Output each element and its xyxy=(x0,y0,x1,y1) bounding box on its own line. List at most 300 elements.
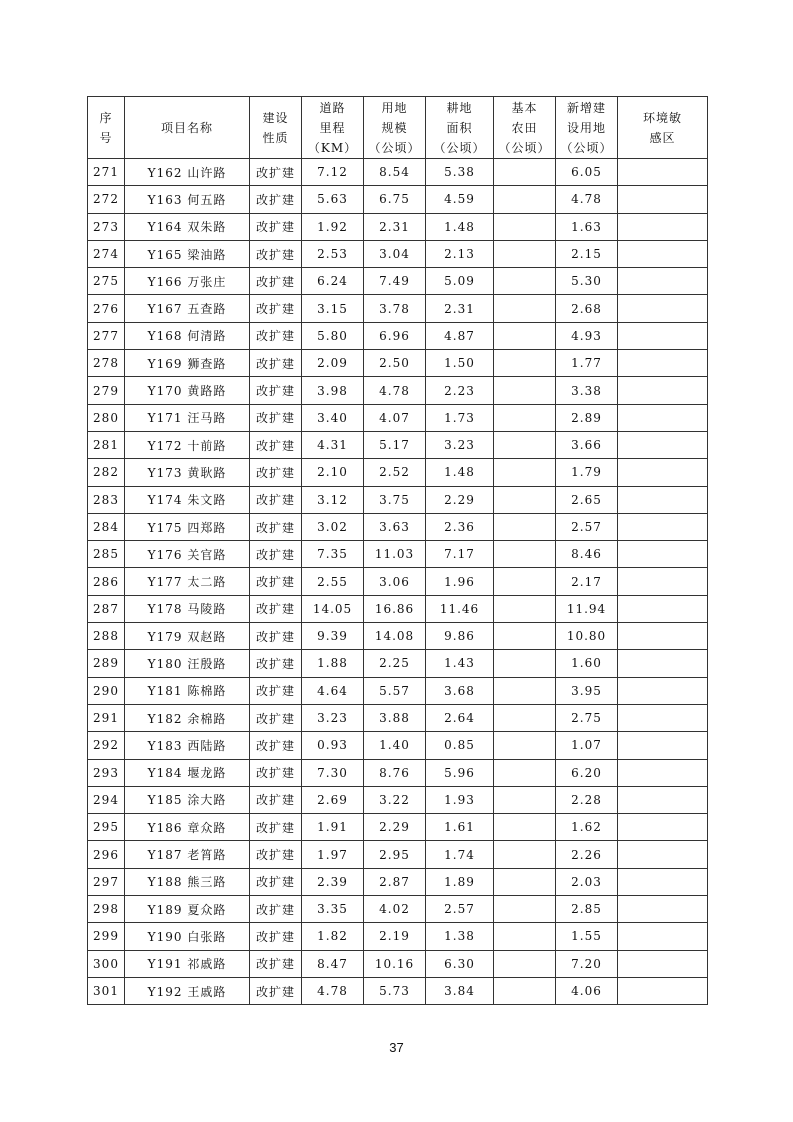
table-row xyxy=(88,295,708,322)
cell-new-construction-land: 1.55 xyxy=(556,923,618,950)
cell-construction-type: 改扩建 xyxy=(250,322,302,349)
cell-road-length: 3.02 xyxy=(302,513,364,540)
cell-land-scale: 4.78 xyxy=(364,377,426,404)
cell-cultivated-area: 6.30 xyxy=(426,950,494,977)
cell-sensitive-area xyxy=(618,923,708,950)
cell-cultivated-area: 2.36 xyxy=(426,513,494,540)
cell-project-name: Y180 汪殷路 xyxy=(125,650,250,677)
cell-sensitive-area xyxy=(618,704,708,731)
cell-cultivated-area: 3.23 xyxy=(426,431,494,458)
cell-sensitive-area xyxy=(618,732,708,759)
cell-construction-type: 改扩建 xyxy=(250,677,302,704)
cell-project-name: Y183 西陆路 xyxy=(125,732,250,759)
cell-new-construction-land: 3.95 xyxy=(556,677,618,704)
cell-cultivated-area: 7.17 xyxy=(426,541,494,568)
cell-land-scale: 3.06 xyxy=(364,568,426,595)
table-row xyxy=(88,186,708,213)
cell-land-scale: 3.22 xyxy=(364,786,426,813)
cell-road-length: 6.24 xyxy=(302,268,364,295)
cell-basic-farmland xyxy=(494,759,556,786)
cell-sensitive-area xyxy=(618,159,708,186)
header-line: 环境敏 xyxy=(642,110,682,125)
table-row xyxy=(88,677,708,704)
cell-new-construction-land: 2.28 xyxy=(556,786,618,813)
cell-new-construction-land: 2.17 xyxy=(556,568,618,595)
cell-cultivated-area: 5.38 xyxy=(426,159,494,186)
cell-new-construction-land: 2.85 xyxy=(556,896,618,923)
cell-cultivated-area: 1.73 xyxy=(426,404,494,431)
cell-cultivated-area: 2.13 xyxy=(426,240,494,267)
cell-land-scale: 16.86 xyxy=(364,595,426,622)
table-row xyxy=(88,923,708,950)
cell-basic-farmland xyxy=(494,268,556,295)
cell-road-length: 2.39 xyxy=(302,868,364,895)
cell-new-construction-land: 4.06 xyxy=(556,977,618,1004)
cell-sensitive-area xyxy=(618,868,708,895)
cell-serial-number: 298 xyxy=(88,896,125,923)
cell-sensitive-area xyxy=(618,950,708,977)
cell-land-scale: 2.31 xyxy=(364,213,426,240)
cell-road-length: 3.40 xyxy=(302,404,364,431)
table-row xyxy=(88,568,708,595)
cell-sensitive-area xyxy=(618,841,708,868)
cell-project-name: Y163 何五路 xyxy=(125,186,250,213)
cell-new-construction-land: 1.63 xyxy=(556,213,618,240)
cell-serial-number: 300 xyxy=(88,950,125,977)
header-line: （公顷） xyxy=(498,140,551,155)
cell-construction-type: 改扩建 xyxy=(250,350,302,377)
cell-road-length: 5.63 xyxy=(302,186,364,213)
cell-project-name: Y186 章众路 xyxy=(125,814,250,841)
cell-basic-farmland xyxy=(494,814,556,841)
cell-serial-number: 277 xyxy=(88,322,125,349)
cell-serial-number: 282 xyxy=(88,459,125,486)
table-row xyxy=(88,213,708,240)
header-line: 规模 xyxy=(381,120,408,135)
cell-new-construction-land: 6.20 xyxy=(556,759,618,786)
cell-cultivated-area: 2.57 xyxy=(426,896,494,923)
cell-new-construction-land: 2.65 xyxy=(556,486,618,513)
cell-cultivated-area: 1.48 xyxy=(426,459,494,486)
cell-road-length: 4.78 xyxy=(302,977,364,1004)
cell-serial-number: 281 xyxy=(88,431,125,458)
cell-construction-type: 改扩建 xyxy=(250,950,302,977)
cell-project-name: Y187 老筲路 xyxy=(125,841,250,868)
cell-road-length: 3.35 xyxy=(302,896,364,923)
cell-construction-type: 改扩建 xyxy=(250,977,302,1004)
cell-serial-number: 273 xyxy=(88,213,125,240)
cell-basic-farmland xyxy=(494,431,556,458)
cell-road-length: 3.15 xyxy=(302,295,364,322)
cell-basic-farmland xyxy=(494,623,556,650)
cell-road-length: 8.47 xyxy=(302,950,364,977)
cell-basic-farmland xyxy=(494,896,556,923)
cell-basic-farmland xyxy=(494,595,556,622)
header-line: 项目名称 xyxy=(160,120,213,135)
table-row xyxy=(88,350,708,377)
cell-cultivated-area: 2.23 xyxy=(426,377,494,404)
cell-serial-number: 278 xyxy=(88,350,125,377)
cell-basic-farmland xyxy=(494,732,556,759)
table-row xyxy=(88,240,708,267)
cell-new-construction-land: 7.20 xyxy=(556,950,618,977)
cell-new-construction-land: 8.46 xyxy=(556,541,618,568)
cell-new-construction-land: 2.75 xyxy=(556,704,618,731)
header-sensitive-area xyxy=(618,97,708,159)
cell-construction-type: 改扩建 xyxy=(250,923,302,950)
cell-land-scale: 8.76 xyxy=(364,759,426,786)
cell-construction-type: 改扩建 xyxy=(250,486,302,513)
cell-serial-number: 289 xyxy=(88,650,125,677)
cell-land-scale: 11.03 xyxy=(364,541,426,568)
cell-land-scale: 3.63 xyxy=(364,513,426,540)
cell-road-length: 4.64 xyxy=(302,677,364,704)
cell-serial-number: 299 xyxy=(88,923,125,950)
cell-cultivated-area: 2.29 xyxy=(426,486,494,513)
cell-road-length: 4.31 xyxy=(302,431,364,458)
cell-land-scale: 8.54 xyxy=(364,159,426,186)
cell-sensitive-area xyxy=(618,377,708,404)
header-line: 号 xyxy=(99,130,113,145)
cell-road-length: 1.82 xyxy=(302,923,364,950)
cell-serial-number: 301 xyxy=(88,977,125,1004)
table-row xyxy=(88,431,708,458)
cell-project-name: Y168 何清路 xyxy=(125,322,250,349)
cell-cultivated-area: 2.64 xyxy=(426,704,494,731)
cell-basic-farmland xyxy=(494,513,556,540)
header-construction-type xyxy=(250,97,302,159)
cell-cultivated-area: 1.38 xyxy=(426,923,494,950)
header-road-length xyxy=(302,97,364,159)
cell-new-construction-land: 4.93 xyxy=(556,322,618,349)
cell-basic-farmland xyxy=(494,213,556,240)
cell-sensitive-area xyxy=(618,896,708,923)
table-row xyxy=(88,159,708,186)
header-line: 设用地 xyxy=(566,120,606,135)
cell-new-construction-land: 10.80 xyxy=(556,623,618,650)
cell-cultivated-area: 11.46 xyxy=(426,595,494,622)
cell-new-construction-land: 1.07 xyxy=(556,732,618,759)
header-line: （KM） xyxy=(307,140,358,155)
cell-project-name: Y170 黄路路 xyxy=(125,377,250,404)
cell-land-scale: 5.57 xyxy=(364,677,426,704)
cell-land-scale: 4.02 xyxy=(364,896,426,923)
cell-project-name: Y189 夏众路 xyxy=(125,896,250,923)
cell-road-length: 1.88 xyxy=(302,650,364,677)
cell-sensitive-area xyxy=(618,295,708,322)
cell-serial-number: 279 xyxy=(88,377,125,404)
cell-cultivated-area: 5.09 xyxy=(426,268,494,295)
cell-new-construction-land: 1.60 xyxy=(556,650,618,677)
cell-road-length: 0.93 xyxy=(302,732,364,759)
cell-construction-type: 改扩建 xyxy=(250,513,302,540)
cell-basic-farmland xyxy=(494,868,556,895)
table-row xyxy=(88,732,708,759)
cell-construction-type: 改扩建 xyxy=(250,186,302,213)
cell-new-construction-land: 3.38 xyxy=(556,377,618,404)
header-line: 新增建 xyxy=(566,100,606,115)
cell-new-construction-land: 2.89 xyxy=(556,404,618,431)
cell-land-scale: 4.07 xyxy=(364,404,426,431)
cell-project-name: Y185 涂大路 xyxy=(125,786,250,813)
cell-road-length: 1.91 xyxy=(302,814,364,841)
header-line: 道路 xyxy=(319,100,346,115)
table-row xyxy=(88,977,708,1004)
table-row xyxy=(88,841,708,868)
cell-sensitive-area xyxy=(618,814,708,841)
cell-new-construction-land: 2.57 xyxy=(556,513,618,540)
cell-land-scale: 3.88 xyxy=(364,704,426,731)
cell-cultivated-area: 1.96 xyxy=(426,568,494,595)
cell-road-length: 14.05 xyxy=(302,595,364,622)
table-body xyxy=(88,159,708,1005)
cell-basic-farmland xyxy=(494,377,556,404)
cell-project-name: Y174 朱文路 xyxy=(125,486,250,513)
cell-cultivated-area: 1.89 xyxy=(426,868,494,895)
table-row xyxy=(88,459,708,486)
cell-basic-farmland xyxy=(494,950,556,977)
cell-project-name: Y164 双朱路 xyxy=(125,213,250,240)
cell-construction-type: 改扩建 xyxy=(250,213,302,240)
cell-road-length: 7.35 xyxy=(302,541,364,568)
cell-new-construction-land: 1.62 xyxy=(556,814,618,841)
cell-sensitive-area xyxy=(618,350,708,377)
cell-new-construction-land: 1.77 xyxy=(556,350,618,377)
cell-sensitive-area xyxy=(618,404,708,431)
cell-project-name: Y178 马陵路 xyxy=(125,595,250,622)
cell-road-length: 3.23 xyxy=(302,704,364,731)
cell-serial-number: 293 xyxy=(88,759,125,786)
cell-basic-farmland xyxy=(494,350,556,377)
header-line: 建设 xyxy=(262,110,289,125)
header-serial-number xyxy=(88,97,125,159)
table-row xyxy=(88,268,708,295)
table-row xyxy=(88,868,708,895)
cell-basic-farmland xyxy=(494,650,556,677)
table-row xyxy=(88,950,708,977)
header-line: 面积 xyxy=(446,120,473,135)
cell-new-construction-land: 11.94 xyxy=(556,595,618,622)
cell-land-scale: 3.78 xyxy=(364,295,426,322)
cell-basic-farmland xyxy=(494,186,556,213)
header-line: 基本 xyxy=(511,100,538,115)
cell-construction-type: 改扩建 xyxy=(250,759,302,786)
cell-project-name: Y188 熊三路 xyxy=(125,868,250,895)
cell-sensitive-area xyxy=(618,759,708,786)
cell-cultivated-area: 1.43 xyxy=(426,650,494,677)
cell-sensitive-area xyxy=(618,650,708,677)
header-project-name xyxy=(125,97,250,159)
header-new-construction-land xyxy=(556,97,618,159)
table-header-row xyxy=(88,97,708,159)
cell-construction-type: 改扩建 xyxy=(250,268,302,295)
table-row xyxy=(88,377,708,404)
cell-construction-type: 改扩建 xyxy=(250,431,302,458)
cell-new-construction-land: 1.79 xyxy=(556,459,618,486)
cell-cultivated-area: 1.50 xyxy=(426,350,494,377)
cell-basic-farmland xyxy=(494,322,556,349)
cell-serial-number: 280 xyxy=(88,404,125,431)
cell-basic-farmland xyxy=(494,677,556,704)
table-row xyxy=(88,513,708,540)
header-basic-farmland xyxy=(494,97,556,159)
cell-cultivated-area: 4.87 xyxy=(426,322,494,349)
cell-construction-type: 改扩建 xyxy=(250,541,302,568)
cell-project-name: Y192 王戚路 xyxy=(125,977,250,1004)
cell-road-length: 3.98 xyxy=(302,377,364,404)
cell-basic-farmland xyxy=(494,841,556,868)
cell-basic-farmland xyxy=(494,159,556,186)
table-row xyxy=(88,486,708,513)
table-row xyxy=(88,814,708,841)
cell-construction-type: 改扩建 xyxy=(250,868,302,895)
table-row xyxy=(88,404,708,431)
cell-land-scale: 1.40 xyxy=(364,732,426,759)
cell-serial-number: 283 xyxy=(88,486,125,513)
header-line: 性质 xyxy=(262,130,289,145)
cell-land-scale: 10.16 xyxy=(364,950,426,977)
cell-road-length: 2.10 xyxy=(302,459,364,486)
cell-construction-type: 改扩建 xyxy=(250,377,302,404)
cell-serial-number: 295 xyxy=(88,814,125,841)
cell-project-name: Y166 万张庄 xyxy=(125,268,250,295)
table-row xyxy=(88,704,708,731)
cell-construction-type: 改扩建 xyxy=(250,814,302,841)
cell-serial-number: 291 xyxy=(88,704,125,731)
cell-serial-number: 276 xyxy=(88,295,125,322)
cell-cultivated-area: 0.85 xyxy=(426,732,494,759)
cell-basic-farmland xyxy=(494,459,556,486)
cell-sensitive-area xyxy=(618,486,708,513)
cell-road-length: 7.12 xyxy=(302,159,364,186)
cell-road-length: 5.80 xyxy=(302,322,364,349)
cell-serial-number: 272 xyxy=(88,186,125,213)
cell-new-construction-land: 4.78 xyxy=(556,186,618,213)
cell-construction-type: 改扩建 xyxy=(250,732,302,759)
cell-sensitive-area xyxy=(618,541,708,568)
cell-construction-type: 改扩建 xyxy=(250,623,302,650)
header-line: （公顷） xyxy=(433,140,486,155)
cell-road-length: 2.53 xyxy=(302,240,364,267)
cell-serial-number: 287 xyxy=(88,595,125,622)
cell-land-scale: 2.87 xyxy=(364,868,426,895)
cell-project-name: Y171 汪马路 xyxy=(125,404,250,431)
header-line: 感区 xyxy=(649,130,676,145)
table-row xyxy=(88,623,708,650)
cell-road-length: 3.12 xyxy=(302,486,364,513)
cell-cultivated-area: 3.84 xyxy=(426,977,494,1004)
cell-sensitive-area xyxy=(618,677,708,704)
cell-land-scale: 2.50 xyxy=(364,350,426,377)
cell-project-name: Y165 梁油路 xyxy=(125,240,250,267)
cell-sensitive-area xyxy=(618,322,708,349)
cell-serial-number: 284 xyxy=(88,513,125,540)
cell-serial-number: 275 xyxy=(88,268,125,295)
cell-construction-type: 改扩建 xyxy=(250,404,302,431)
cell-construction-type: 改扩建 xyxy=(250,159,302,186)
cell-project-name: Y175 四郑路 xyxy=(125,513,250,540)
cell-sensitive-area xyxy=(618,568,708,595)
cell-sensitive-area xyxy=(618,268,708,295)
cell-road-length: 2.55 xyxy=(302,568,364,595)
cell-project-name: Y177 太二路 xyxy=(125,568,250,595)
cell-construction-type: 改扩建 xyxy=(250,595,302,622)
cell-land-scale: 2.19 xyxy=(364,923,426,950)
cell-serial-number: 286 xyxy=(88,568,125,595)
cell-land-scale: 3.75 xyxy=(364,486,426,513)
cell-serial-number: 271 xyxy=(88,159,125,186)
cell-cultivated-area: 2.31 xyxy=(426,295,494,322)
cell-road-length: 1.92 xyxy=(302,213,364,240)
cell-construction-type: 改扩建 xyxy=(250,704,302,731)
cell-serial-number: 290 xyxy=(88,677,125,704)
cell-project-name: Y181 陈棉路 xyxy=(125,677,250,704)
cell-serial-number: 294 xyxy=(88,786,125,813)
cell-new-construction-land: 5.30 xyxy=(556,268,618,295)
table-row xyxy=(88,786,708,813)
cell-project-name: Y184 堰龙路 xyxy=(125,759,250,786)
cell-construction-type: 改扩建 xyxy=(250,841,302,868)
cell-serial-number: 274 xyxy=(88,240,125,267)
cell-serial-number: 292 xyxy=(88,732,125,759)
cell-construction-type: 改扩建 xyxy=(250,896,302,923)
table-row xyxy=(88,650,708,677)
cell-land-scale: 2.29 xyxy=(364,814,426,841)
cell-construction-type: 改扩建 xyxy=(250,786,302,813)
cell-basic-farmland xyxy=(494,704,556,731)
cell-serial-number: 285 xyxy=(88,541,125,568)
header-line: 农田 xyxy=(511,120,538,135)
cell-land-scale: 2.25 xyxy=(364,650,426,677)
cell-cultivated-area: 1.61 xyxy=(426,814,494,841)
cell-project-name: Y176 关官路 xyxy=(125,541,250,568)
cell-new-construction-land: 2.68 xyxy=(556,295,618,322)
cell-new-construction-land: 6.05 xyxy=(556,159,618,186)
cell-sensitive-area xyxy=(618,513,708,540)
cell-sensitive-area xyxy=(618,786,708,813)
table-row xyxy=(88,759,708,786)
cell-basic-farmland xyxy=(494,541,556,568)
cell-land-scale: 5.73 xyxy=(364,977,426,1004)
cell-project-name: Y162 山许路 xyxy=(125,159,250,186)
header-cultivated-area xyxy=(426,97,494,159)
cell-land-scale: 3.04 xyxy=(364,240,426,267)
cell-land-scale: 6.75 xyxy=(364,186,426,213)
cell-sensitive-area xyxy=(618,977,708,1004)
cell-cultivated-area: 9.86 xyxy=(426,623,494,650)
cell-land-scale: 2.52 xyxy=(364,459,426,486)
cell-road-length: 9.39 xyxy=(302,623,364,650)
cell-road-length: 2.69 xyxy=(302,786,364,813)
cell-sensitive-area xyxy=(618,459,708,486)
table-row xyxy=(88,541,708,568)
cell-sensitive-area xyxy=(618,213,708,240)
cell-construction-type: 改扩建 xyxy=(250,240,302,267)
cell-construction-type: 改扩建 xyxy=(250,459,302,486)
cell-cultivated-area: 5.96 xyxy=(426,759,494,786)
cell-cultivated-area: 4.59 xyxy=(426,186,494,213)
cell-land-scale: 14.08 xyxy=(364,623,426,650)
cell-construction-type: 改扩建 xyxy=(250,568,302,595)
road-project-table xyxy=(87,96,708,1005)
cell-cultivated-area: 1.74 xyxy=(426,841,494,868)
cell-road-length: 2.09 xyxy=(302,350,364,377)
cell-sensitive-area xyxy=(618,595,708,622)
cell-construction-type: 改扩建 xyxy=(250,295,302,322)
cell-new-construction-land: 2.26 xyxy=(556,841,618,868)
cell-project-name: Y172 十前路 xyxy=(125,431,250,458)
cell-basic-farmland xyxy=(494,786,556,813)
